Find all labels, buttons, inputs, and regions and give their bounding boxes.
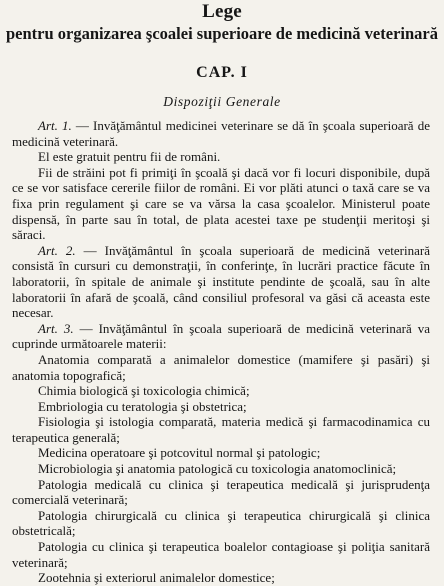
list-item-text: Microbiologia şi anatomia patologică cu toxicologia anatomoclinică; — [38, 461, 397, 477]
paragraph-text: — Invăţământul în şcoala superioară de medicină veterinară va cuprinde următoarele materii: — [12, 320, 430, 352]
article-number: Art. 1. — [38, 118, 72, 133]
paragraph-text: El este gratuit pentru fii de români. — [38, 149, 221, 165]
list-item-text: Embriologia cu teratologia şi obstetrica; — [38, 398, 247, 414]
paragraph-art-1 — [12, 118, 430, 149]
article-number: Art. 2. — [38, 242, 76, 258]
list-item — [12, 461, 430, 477]
list-item — [12, 352, 430, 383]
paragraph-art-2 — [12, 243, 430, 321]
list-item — [12, 383, 430, 399]
list-item-text: Patologia medicală cu clinica şi terapeutica medicală şi jurisprudenţa comercială veterinară; — [12, 476, 430, 508]
list-item — [12, 570, 430, 586]
paragraph-text: — Invăţământul medicinei veterinare se dă în şcoala superioară de medicină veterinară. — [12, 118, 430, 149]
paragraph-text: — Invăţământul în şcoala superioară de medicină veterinară consistă în cursuri cu demonstraţii, în conferinţe, în lucrări practice făcute în laboratorii, în spitale de animale şi institute pendinte de şcoală, sau în alte laboratorii în afară de şcoală, când consiliul profesoral va găsi că aceasta este necesar. — [12, 242, 430, 321]
document-body — [12, 118, 430, 586]
list-item-text: Anatomia comparată a animalelor domestice (mamifere şi pasări) şi anatomia topografică; — [12, 351, 430, 383]
chapter-heading: CAP. I — [196, 64, 248, 81]
list-item — [12, 508, 430, 539]
article-number: Art. 3. — [38, 320, 74, 336]
paragraph — [12, 149, 430, 165]
list-item-text: Patologia chirurgicală cu clinica şi terapeutica chirurgicală şi clinica obstetricală; — [12, 507, 430, 539]
law-subtitle: pentru organizarea şcoalei superioare de medicină veterinară — [6, 24, 438, 43]
list-item — [12, 399, 430, 415]
list-item-text: Fisiologia şi istologia comparată, materia medică şi farmacodinamica cu terapeutica generală; — [12, 414, 430, 445]
section-heading: Dispoziţii Generale — [163, 94, 281, 109]
list-item — [12, 414, 430, 445]
list-item-text: Zootehnia şi exteriorul animalelor domestice; — [38, 570, 275, 586]
list-item-text: Chimia biologică şi toxicologia chimică; — [38, 383, 250, 399]
list-item-text: Medicina operatoare şi potcovitul normal şi patologic; — [38, 445, 321, 461]
paragraph-text: Fii de străini pot fi primiţi în şcoală şi dacă vor fi locuri disponibile, după ce se vor satisface cererile fiilor de români. Ei vor plăti atunci o taxă care se va fixa prin regulament şi care se va vărsa la casa şcoalelor. Ministerul poate dispensă, în parte sau în total, de plata acestei taxe pe studenţii meritoşi şi săraci. — [12, 164, 430, 243]
paragraph — [12, 165, 430, 243]
list-item-text: Patologia cu clinica şi terapeutica boalelor contagioase şi poliţia sanitară veterinară; — [12, 539, 430, 570]
paragraph-art-3 — [12, 321, 430, 352]
list-item — [12, 477, 430, 508]
list-item — [12, 539, 430, 570]
law-title: Lege — [202, 1, 242, 22]
list-item — [12, 445, 430, 461]
